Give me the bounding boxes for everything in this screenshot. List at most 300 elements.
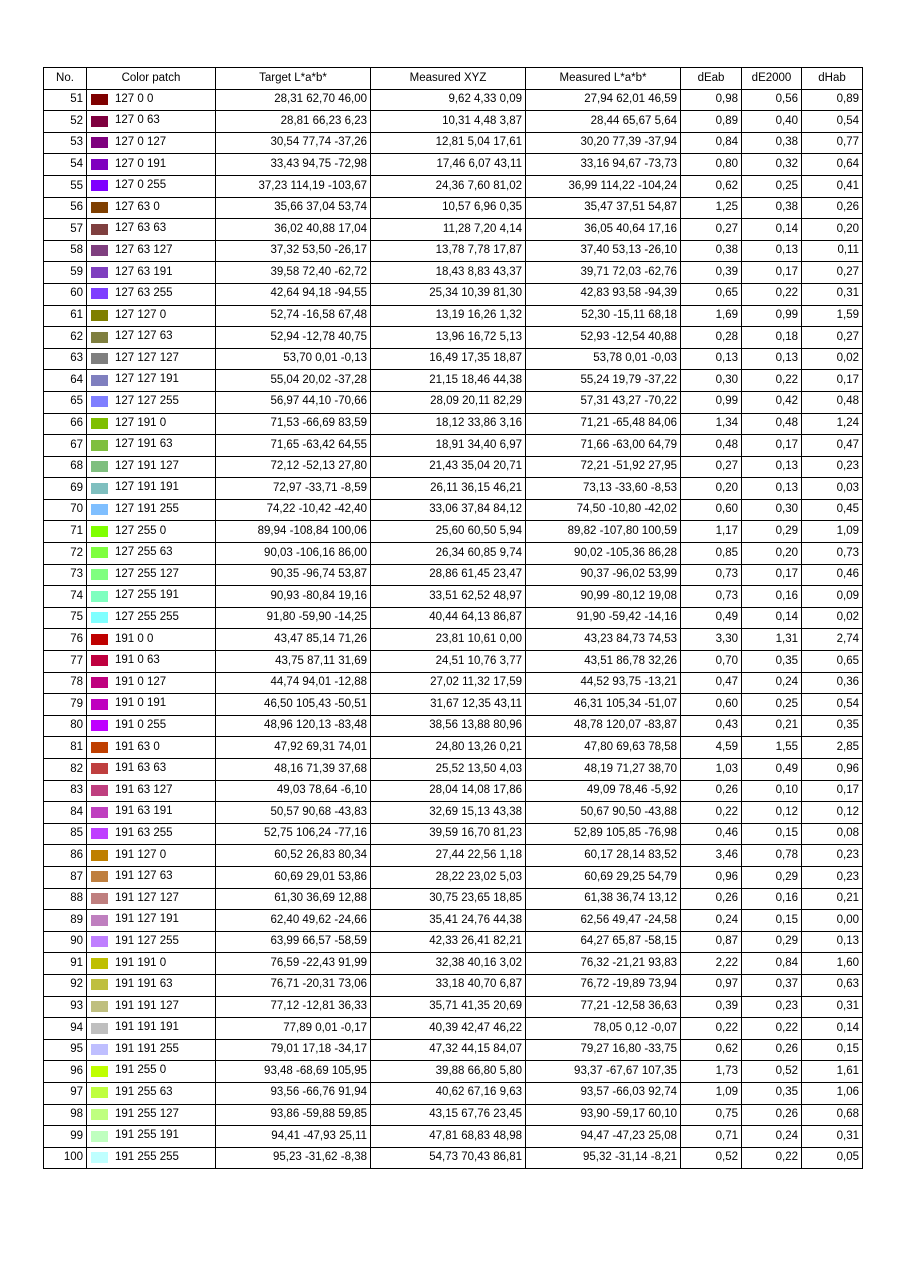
cell-measured-xyz: 26,11 36,15 46,21 <box>371 478 526 500</box>
cell-measured-xyz: 35,41 24,76 44,38 <box>371 910 526 932</box>
color-swatch <box>91 461 108 472</box>
color-patch-label: 191 0 127 <box>115 675 167 688</box>
cell-deab: 1,73 <box>681 1061 742 1083</box>
cell-no: 61 <box>44 305 87 327</box>
cell-measured-xyz: 23,81 10,61 0,00 <box>371 629 526 651</box>
color-patch-label: 127 255 191 <box>115 589 179 602</box>
cell-dhab: 0,20 <box>802 219 863 241</box>
color-patch-label: 127 127 0 <box>115 308 167 321</box>
cell-measured-lab: 53,78 0,01 -0,03 <box>526 348 681 370</box>
cell-measured-lab: 52,93 -12,54 40,88 <box>526 327 681 349</box>
color-swatch <box>91 202 108 213</box>
cell-no: 88 <box>44 888 87 910</box>
cell-measured-lab: 28,44 65,67 5,64 <box>526 111 681 133</box>
cell-deab: 0,27 <box>681 456 742 478</box>
cell-target-lab: 50,57 90,68 -43,83 <box>216 802 371 824</box>
cell-dhab: 0,77 <box>802 132 863 154</box>
cell-measured-xyz: 28,22 23,02 5,03 <box>371 866 526 888</box>
color-swatch <box>91 116 108 127</box>
cell-no: 72 <box>44 543 87 565</box>
cell-dhab: 2,74 <box>802 629 863 651</box>
cell-deab: 0,48 <box>681 435 742 457</box>
cell-measured-lab: 74,50 -10,80 -42,02 <box>526 499 681 521</box>
color-patch-label: 191 127 255 <box>115 934 179 947</box>
color-patch-label: 127 191 191 <box>115 481 179 494</box>
cell-color-patch <box>87 996 216 1018</box>
cell-deab: 0,13 <box>681 348 742 370</box>
cell-de2000: 0,22 <box>742 370 802 392</box>
color-swatch <box>91 224 108 235</box>
color-swatch <box>91 526 108 537</box>
cell-color-patch <box>87 327 216 349</box>
color-patch-label: 191 255 127 <box>115 1107 179 1120</box>
cell-no: 67 <box>44 435 87 457</box>
table-row <box>44 672 863 694</box>
color-swatch <box>91 936 108 947</box>
cell-measured-xyz: 10,31 4,48 3,87 <box>371 111 526 133</box>
color-patch-label: 191 255 0 <box>115 1064 167 1077</box>
table-row <box>44 219 863 241</box>
cell-deab: 0,46 <box>681 823 742 845</box>
cell-measured-xyz: 28,86 61,45 23,47 <box>371 564 526 586</box>
cell-target-lab: 43,75 87,11 31,69 <box>216 651 371 673</box>
cell-measured-xyz: 13,19 16,26 1,32 <box>371 305 526 327</box>
table-row <box>44 1039 863 1061</box>
cell-color-patch <box>87 175 216 197</box>
cell-no: 99 <box>44 1126 87 1148</box>
cell-deab: 0,87 <box>681 931 742 953</box>
cell-color-patch <box>87 391 216 413</box>
cell-de2000: 0,26 <box>742 1104 802 1126</box>
cell-measured-lab: 49,09 78,46 -5,92 <box>526 780 681 802</box>
cell-deab: 0,73 <box>681 564 742 586</box>
cell-no: 58 <box>44 240 87 262</box>
table-row <box>44 607 863 629</box>
cell-dhab: 0,23 <box>802 456 863 478</box>
cell-no: 60 <box>44 283 87 305</box>
cell-color-patch <box>87 154 216 176</box>
color-patch-label: 191 191 255 <box>115 1042 179 1055</box>
table-row <box>44 413 863 435</box>
cell-target-lab: 94,41 -47,93 25,11 <box>216 1126 371 1148</box>
color-swatch <box>91 353 108 364</box>
cell-measured-xyz: 27,44 22,56 1,18 <box>371 845 526 867</box>
cell-dhab: 0,64 <box>802 154 863 176</box>
cell-no: 86 <box>44 845 87 867</box>
cell-target-lab: 71,53 -66,69 83,59 <box>216 413 371 435</box>
color-patch-label: 191 0 191 <box>115 697 167 710</box>
cell-measured-xyz: 9,62 4,33 0,09 <box>371 89 526 111</box>
cell-measured-xyz: 28,09 20,11 82,29 <box>371 391 526 413</box>
cell-de2000: 0,35 <box>742 1082 802 1104</box>
cell-de2000: 0,56 <box>742 89 802 111</box>
color-patch-label: 191 63 63 <box>115 762 167 775</box>
cell-dhab: 0,31 <box>802 283 863 305</box>
cell-measured-lab: 90,37 -96,02 53,99 <box>526 564 681 586</box>
color-patch-label: 191 127 127 <box>115 891 179 904</box>
color-swatch <box>91 655 108 666</box>
cell-target-lab: 60,52 26,83 80,34 <box>216 845 371 867</box>
table-row <box>44 111 863 133</box>
color-patch-label: 127 255 0 <box>115 524 167 537</box>
cell-measured-lab: 77,21 -12,58 36,63 <box>526 996 681 1018</box>
cell-de2000: 0,52 <box>742 1061 802 1083</box>
cell-dhab: 0,03 <box>802 478 863 500</box>
cell-de2000: 0,12 <box>742 802 802 824</box>
cell-measured-lab: 50,67 90,50 -43,88 <box>526 802 681 824</box>
header-deab: dEab <box>681 68 742 90</box>
cell-de2000: 0,24 <box>742 672 802 694</box>
cell-measured-lab: 76,32 -21,21 93,83 <box>526 953 681 975</box>
cell-target-lab: 48,16 71,39 37,68 <box>216 759 371 781</box>
cell-dhab: 0,41 <box>802 175 863 197</box>
cell-dhab: 0,09 <box>802 586 863 608</box>
color-swatch <box>91 1044 108 1055</box>
cell-no: 75 <box>44 607 87 629</box>
color-swatch <box>91 375 108 386</box>
cell-dhab: 0,14 <box>802 1018 863 1040</box>
cell-target-lab: 77,89 0,01 -0,17 <box>216 1018 371 1040</box>
cell-dhab: 0,96 <box>802 759 863 781</box>
cell-measured-xyz: 28,04 14,08 17,86 <box>371 780 526 802</box>
cell-target-lab: 35,66 37,04 53,74 <box>216 197 371 219</box>
cell-measured-lab: 39,71 72,03 -62,76 <box>526 262 681 284</box>
cell-deab: 0,84 <box>681 132 742 154</box>
cell-measured-lab: 71,21 -65,48 84,06 <box>526 413 681 435</box>
cell-measured-xyz: 47,32 44,15 84,07 <box>371 1039 526 1061</box>
cell-target-lab: 61,30 36,69 12,88 <box>216 888 371 910</box>
cell-deab: 0,24 <box>681 910 742 932</box>
color-swatch <box>91 137 108 148</box>
cell-deab: 0,49 <box>681 607 742 629</box>
cell-target-lab: 44,74 94,01 -12,88 <box>216 672 371 694</box>
cell-measured-xyz: 30,75 23,65 18,85 <box>371 888 526 910</box>
cell-target-lab: 74,22 -10,42 -42,40 <box>216 499 371 521</box>
cell-color-patch <box>87 435 216 457</box>
cell-deab: 0,75 <box>681 1104 742 1126</box>
cell-color-patch <box>87 823 216 845</box>
color-swatch <box>91 1023 108 1034</box>
color-swatch <box>91 699 108 710</box>
table-row <box>44 1126 863 1148</box>
cell-color-patch <box>87 845 216 867</box>
cell-color-patch <box>87 974 216 996</box>
cell-de2000: 0,13 <box>742 240 802 262</box>
cell-color-patch <box>87 1061 216 1083</box>
cell-measured-xyz: 32,38 40,16 3,02 <box>371 953 526 975</box>
cell-target-lab: 76,71 -20,31 73,06 <box>216 974 371 996</box>
cell-color-patch <box>87 370 216 392</box>
table-row <box>44 866 863 888</box>
cell-target-lab: 63,99 66,57 -58,59 <box>216 931 371 953</box>
color-swatch <box>91 742 108 753</box>
cell-target-lab: 93,86 -59,88 59,85 <box>216 1104 371 1126</box>
cell-measured-xyz: 40,39 42,47 46,22 <box>371 1018 526 1040</box>
cell-measured-lab: 47,80 69,63 78,58 <box>526 737 681 759</box>
cell-target-lab: 93,56 -66,76 91,94 <box>216 1082 371 1104</box>
cell-no: 74 <box>44 586 87 608</box>
cell-deab: 0,70 <box>681 651 742 673</box>
cell-measured-lab: 91,90 -59,42 -14,16 <box>526 607 681 629</box>
cell-measured-xyz: 13,96 16,72 5,13 <box>371 327 526 349</box>
cell-no: 52 <box>44 111 87 133</box>
cell-de2000: 0,16 <box>742 586 802 608</box>
color-measurement-table <box>43 67 863 1169</box>
cell-dhab: 0,15 <box>802 1039 863 1061</box>
color-swatch <box>91 871 108 882</box>
color-swatch <box>91 1131 108 1142</box>
cell-target-lab: 72,97 -33,71 -8,59 <box>216 478 371 500</box>
color-patch-label: 127 63 63 <box>115 222 167 235</box>
cell-no: 68 <box>44 456 87 478</box>
cell-deab: 0,26 <box>681 888 742 910</box>
cell-de2000: 0,17 <box>742 262 802 284</box>
color-swatch <box>91 310 108 321</box>
cell-no: 70 <box>44 499 87 521</box>
cell-deab: 0,60 <box>681 694 742 716</box>
color-swatch <box>91 720 108 731</box>
cell-dhab: 1,61 <box>802 1061 863 1083</box>
cell-measured-lab: 90,02 -105,36 86,28 <box>526 543 681 565</box>
cell-target-lab: 36,02 40,88 17,04 <box>216 219 371 241</box>
cell-measured-lab: 76,72 -19,89 73,94 <box>526 974 681 996</box>
cell-color-patch <box>87 262 216 284</box>
cell-no: 57 <box>44 219 87 241</box>
cell-measured-lab: 93,57 -66,03 92,74 <box>526 1082 681 1104</box>
cell-color-patch <box>87 931 216 953</box>
color-patch-label: 127 127 63 <box>115 330 173 343</box>
cell-color-patch <box>87 802 216 824</box>
cell-no: 54 <box>44 154 87 176</box>
table-row <box>44 1147 863 1169</box>
cell-dhab: 0,12 <box>802 802 863 824</box>
color-patch-label: 127 191 0 <box>115 416 167 429</box>
cell-de2000: 0,21 <box>742 715 802 737</box>
cell-measured-lab: 78,05 0,12 -0,07 <box>526 1018 681 1040</box>
cell-color-patch <box>87 521 216 543</box>
table-row <box>44 521 863 543</box>
cell-dhab: 0,54 <box>802 111 863 133</box>
cell-measured-xyz: 54,73 70,43 86,81 <box>371 1147 526 1169</box>
table-row <box>44 499 863 521</box>
cell-color-patch <box>87 780 216 802</box>
table-row <box>44 283 863 305</box>
cell-de2000: 0,32 <box>742 154 802 176</box>
color-patch-label: 191 191 63 <box>115 978 173 991</box>
cell-de2000: 0,22 <box>742 283 802 305</box>
cell-dhab: 0,21 <box>802 888 863 910</box>
header-dhab: dHab <box>802 68 863 90</box>
cell-deab: 1,17 <box>681 521 742 543</box>
cell-measured-xyz: 24,51 10,76 3,77 <box>371 651 526 673</box>
header-measured-xyz: Measured XYZ <box>371 68 526 90</box>
cell-color-patch <box>87 910 216 932</box>
cell-deab: 0,22 <box>681 1018 742 1040</box>
header-de2000: dE2000 <box>742 68 802 90</box>
cell-de2000: 0,38 <box>742 132 802 154</box>
header-target-lab: Target L*a*b* <box>216 68 371 90</box>
cell-measured-lab: 33,16 94,67 -73,73 <box>526 154 681 176</box>
cell-dhab: 0,47 <box>802 435 863 457</box>
color-swatch <box>91 785 108 796</box>
cell-color-patch <box>87 219 216 241</box>
cell-no: 55 <box>44 175 87 197</box>
cell-de2000: 0,37 <box>742 974 802 996</box>
table-row <box>44 737 863 759</box>
cell-dhab: 2,85 <box>802 737 863 759</box>
color-patch-label: 191 191 191 <box>115 1021 179 1034</box>
cell-measured-lab: 72,21 -51,92 27,95 <box>526 456 681 478</box>
cell-measured-xyz: 33,06 37,84 84,12 <box>371 499 526 521</box>
cell-target-lab: 52,75 106,24 -77,16 <box>216 823 371 845</box>
cell-target-lab: 90,35 -96,74 53,87 <box>216 564 371 586</box>
cell-de2000: 0,16 <box>742 888 802 910</box>
cell-measured-lab: 62,56 49,47 -24,58 <box>526 910 681 932</box>
cell-measured-lab: 73,13 -33,60 -8,53 <box>526 478 681 500</box>
cell-no: 87 <box>44 866 87 888</box>
cell-de2000: 0,22 <box>742 1147 802 1169</box>
cell-measured-lab: 55,24 19,79 -37,22 <box>526 370 681 392</box>
cell-measured-xyz: 39,88 66,80 5,80 <box>371 1061 526 1083</box>
cell-measured-xyz: 11,28 7,20 4,14 <box>371 219 526 241</box>
cell-deab: 0,52 <box>681 1147 742 1169</box>
cell-no: 93 <box>44 996 87 1018</box>
color-patch-label: 191 63 191 <box>115 805 173 818</box>
color-patch-label: 191 127 191 <box>115 913 179 926</box>
cell-measured-xyz: 43,15 67,76 23,45 <box>371 1104 526 1126</box>
color-patch-label: 127 255 63 <box>115 546 173 559</box>
cell-de2000: 0,13 <box>742 478 802 500</box>
cell-target-lab: 37,32 53,50 -26,17 <box>216 240 371 262</box>
color-patch-label: 191 127 0 <box>115 848 167 861</box>
color-patch-label: 191 191 0 <box>115 956 167 969</box>
cell-color-patch <box>87 348 216 370</box>
cell-dhab: 0,31 <box>802 1126 863 1148</box>
cell-dhab: 0,54 <box>802 694 863 716</box>
color-patch-label: 191 255 63 <box>115 1086 173 1099</box>
cell-dhab: 0,27 <box>802 327 863 349</box>
cell-color-patch <box>87 1039 216 1061</box>
cell-color-patch <box>87 651 216 673</box>
color-patch-label: 127 191 127 <box>115 459 179 472</box>
cell-deab: 0,39 <box>681 996 742 1018</box>
cell-deab: 0,97 <box>681 974 742 996</box>
cell-dhab: 0,63 <box>802 974 863 996</box>
cell-deab: 1,25 <box>681 197 742 219</box>
cell-dhab: 0,11 <box>802 240 863 262</box>
cell-target-lab: 39,58 72,40 -62,72 <box>216 262 371 284</box>
table-row <box>44 931 863 953</box>
cell-dhab: 0,08 <box>802 823 863 845</box>
cell-deab: 0,43 <box>681 715 742 737</box>
cell-target-lab: 49,03 78,64 -6,10 <box>216 780 371 802</box>
cell-de2000: 0,14 <box>742 607 802 629</box>
color-patch-label: 127 63 127 <box>115 243 173 256</box>
cell-no: 78 <box>44 672 87 694</box>
cell-deab: 0,71 <box>681 1126 742 1148</box>
cell-de2000: 0,35 <box>742 651 802 673</box>
cell-de2000: 0,17 <box>742 564 802 586</box>
cell-deab: 0,27 <box>681 219 742 241</box>
cell-measured-xyz: 38,56 13,88 80,96 <box>371 715 526 737</box>
cell-target-lab: 46,50 105,43 -50,51 <box>216 694 371 716</box>
table-row <box>44 996 863 1018</box>
cell-measured-xyz: 25,52 13,50 4,03 <box>371 759 526 781</box>
color-patch-label: 191 63 255 <box>115 826 173 839</box>
table-row <box>44 348 863 370</box>
color-swatch <box>91 159 108 170</box>
cell-deab: 3,30 <box>681 629 742 651</box>
cell-color-patch <box>87 1126 216 1148</box>
cell-measured-lab: 43,23 84,73 74,53 <box>526 629 681 651</box>
table-row <box>44 1018 863 1040</box>
cell-de2000: 0,49 <box>742 759 802 781</box>
color-swatch <box>91 591 108 602</box>
table-row <box>44 391 863 413</box>
cell-measured-lab: 27,94 62,01 46,59 <box>526 89 681 111</box>
header-measured-lab: Measured L*a*b* <box>526 68 681 90</box>
cell-target-lab: 90,93 -80,84 19,16 <box>216 586 371 608</box>
cell-color-patch <box>87 478 216 500</box>
cell-no: 90 <box>44 931 87 953</box>
cell-de2000: 0,30 <box>742 499 802 521</box>
color-swatch <box>91 94 108 105</box>
cell-dhab: 0,23 <box>802 866 863 888</box>
cell-deab: 0,60 <box>681 499 742 521</box>
header-color-patch: Color patch <box>87 68 216 90</box>
cell-measured-lab: 95,32 -31,14 -8,21 <box>526 1147 681 1169</box>
cell-de2000: 0,78 <box>742 845 802 867</box>
cell-deab: 0,62 <box>681 175 742 197</box>
cell-measured-lab: 52,30 -15,11 68,18 <box>526 305 681 327</box>
cell-de2000: 0,22 <box>742 1018 802 1040</box>
cell-dhab: 0,48 <box>802 391 863 413</box>
table-row <box>44 802 863 824</box>
cell-de2000: 0,13 <box>742 456 802 478</box>
cell-deab: 0,80 <box>681 154 742 176</box>
cell-no: 85 <box>44 823 87 845</box>
cell-color-patch <box>87 694 216 716</box>
table-row <box>44 780 863 802</box>
cell-deab: 0,96 <box>681 866 742 888</box>
cell-no: 56 <box>44 197 87 219</box>
color-swatch <box>91 807 108 818</box>
color-swatch <box>91 1109 108 1120</box>
cell-color-patch <box>87 737 216 759</box>
table-row <box>44 1082 863 1104</box>
table-row <box>44 327 863 349</box>
color-patch-label: 191 255 191 <box>115 1129 179 1142</box>
color-patch-label: 127 191 63 <box>115 438 173 451</box>
cell-no: 91 <box>44 953 87 975</box>
cell-measured-xyz: 18,91 34,40 6,97 <box>371 435 526 457</box>
color-swatch <box>91 763 108 774</box>
cell-de2000: 0,38 <box>742 197 802 219</box>
color-patch-label: 191 0 255 <box>115 718 167 731</box>
cell-no: 100 <box>44 1147 87 1169</box>
table-row <box>44 953 863 975</box>
cell-dhab: 0,73 <box>802 543 863 565</box>
color-patch-label: 127 0 127 <box>115 135 167 148</box>
cell-deab: 0,85 <box>681 543 742 565</box>
color-patch-label: 127 127 255 <box>115 395 179 408</box>
cell-de2000: 0,84 <box>742 953 802 975</box>
cell-de2000: 0,29 <box>742 866 802 888</box>
cell-deab: 0,73 <box>681 586 742 608</box>
cell-no: 53 <box>44 132 87 154</box>
cell-measured-lab: 37,40 53,13 -26,10 <box>526 240 681 262</box>
table-row <box>44 305 863 327</box>
